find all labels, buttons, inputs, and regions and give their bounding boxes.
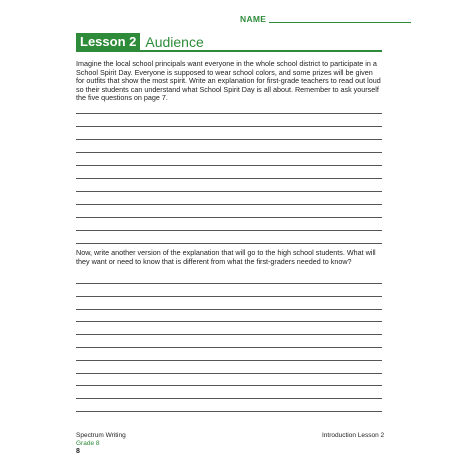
series-title: Spectrum Writing — [76, 432, 126, 439]
write-line[interactable] — [76, 360, 382, 361]
write-line[interactable] — [76, 321, 382, 322]
grade-label: Grade 8 — [76, 440, 100, 447]
write-line[interactable] — [76, 113, 382, 114]
write-line[interactable] — [76, 385, 382, 386]
write-line[interactable] — [76, 152, 382, 153]
write-line[interactable] — [76, 217, 382, 218]
footer-series — [76, 432, 126, 448]
write-line[interactable] — [76, 178, 382, 179]
write-line[interactable] — [76, 230, 382, 231]
lesson-title: Audience — [145, 34, 204, 50]
write-line[interactable] — [76, 243, 382, 244]
write-line[interactable] — [76, 347, 382, 348]
write-line[interactable] — [76, 398, 382, 399]
write-line[interactable] — [76, 373, 382, 374]
write-line[interactable] — [76, 411, 382, 412]
lesson-badge: Lesson 2 — [76, 33, 140, 51]
write-line[interactable] — [76, 296, 382, 297]
lesson-heading — [76, 33, 204, 51]
name-label: NAME — [240, 14, 267, 24]
write-line[interactable] — [76, 165, 382, 166]
page-number: 8 — [76, 448, 80, 455]
write-line[interactable] — [76, 334, 382, 335]
footer-section: Introduction Lesson 2 — [322, 432, 385, 439]
name-write-line[interactable] — [269, 22, 411, 23]
write-line[interactable] — [76, 191, 382, 192]
prompt-high-school: Now, write another version of the explanation that will go to the high school students. What will they want or need to know that is different from what the first-graders needed to know? — [76, 248, 376, 266]
write-line[interactable] — [76, 283, 382, 284]
write-line[interactable] — [76, 126, 382, 127]
write-line[interactable] — [76, 139, 382, 140]
name-field — [240, 14, 411, 24]
write-line[interactable] — [76, 204, 382, 205]
title-rule — [76, 50, 382, 52]
write-line[interactable] — [76, 309, 382, 310]
prompt-first-grade: Imagine the local school principals want everyone in the whole school district to participate in a School Spirit Day. Everyone is supposed to wear school colors, and some prizes will be given for outfits that show the most spirit. Write an explanation for first-grade teachers to read out loud so their students can understand what School Spirit Day is all about. Remember to ask yourself the five questions on page 7. — [76, 59, 381, 103]
